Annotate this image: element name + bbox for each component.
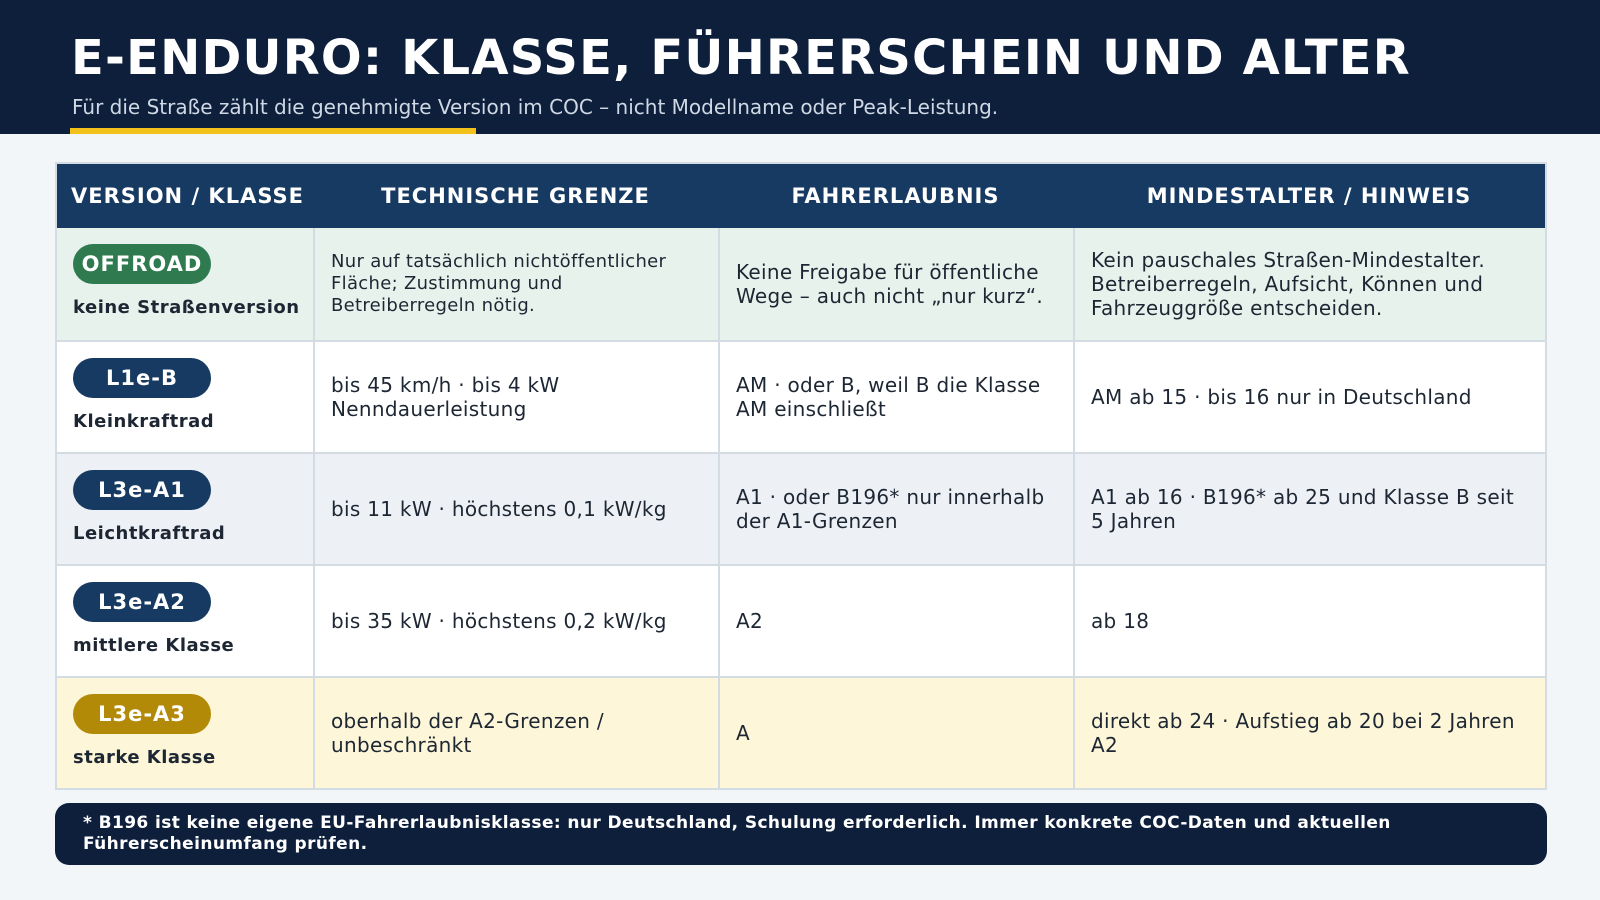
table-row-l1e-b (57, 340, 1545, 452)
license-cell: A1 · oder B196* nur innerhalb der A1-Grenzen (718, 454, 1073, 564)
table-row-offroad (57, 228, 1545, 340)
page-subtitle: Für die Straße zählt die genehmigte Version im COC – nicht Modellname oder Peak-Leistung. (72, 95, 999, 119)
license-cell: A (718, 678, 1073, 788)
class-name: Leichtkraftrad (73, 523, 226, 544)
class-badge: L1e-B (73, 358, 211, 398)
accent-bar (70, 128, 476, 134)
age-cell: ab 18 (1073, 566, 1545, 676)
license-table (55, 162, 1547, 790)
class-name: starke Klasse (73, 747, 216, 768)
table-row-l3e-a1 (57, 452, 1545, 564)
age-cell: A1 ab 16 · B196* ab 25 und Klasse B seit 5 Jahren (1073, 454, 1545, 564)
license-cell: A2 (718, 566, 1073, 676)
footnote-text: * B196 ist keine eigene EU-Fahrerlaubnisklasse: nur Deutschland, Schulung erforderlich. Immer konkrete COC-Daten und aktuellen Führerscheinumfang prüfen. (83, 813, 1391, 854)
column-header-limit: TECHNISCHE GRENZE (381, 184, 650, 208)
version-cell (57, 454, 313, 564)
age-cell: Kein pauschales Straßen-Mindestalter. Betreiberregeln, Aufsicht, Können und Fahrzeuggröße entscheiden. (1073, 228, 1545, 340)
version-cell (57, 228, 313, 340)
footnote-box (55, 803, 1547, 865)
column-header-age: MINDESTALTER / HINWEIS (1146, 184, 1472, 208)
limit-cell: oberhalb der A2-Grenzen / unbeschränkt (313, 678, 718, 788)
table-row-l3e-a2 (57, 564, 1545, 676)
class-name: keine Straßenversion (73, 297, 300, 318)
limit-cell: bis 35 kW · höchstens 0,2 kW/kg (313, 566, 718, 676)
version-cell (57, 678, 313, 788)
column-header-version: VERSION / KLASSE (71, 184, 304, 208)
table-row-l3e-a3 (57, 676, 1545, 788)
limit-cell: bis 45 km/h · bis 4 kW Nenndauerleistung (313, 342, 718, 452)
class-badge: L3e-A3 (73, 694, 211, 734)
class-name: mittlere Klasse (73, 635, 235, 656)
column-header-license: FAHRERLAUBNIS (791, 184, 1000, 208)
header (0, 0, 1600, 134)
age-cell: direkt ab 24 · Aufstieg ab 20 bei 2 Jahren A2 (1073, 678, 1545, 788)
class-badge: L3e-A2 (73, 582, 211, 622)
page-title: E-ENDURO: KLASSE, FÜHRERSCHEIN UND ALTER (71, 30, 1411, 86)
class-name: Kleinkraftrad (73, 411, 215, 432)
class-badge: OFFROAD (73, 244, 211, 284)
table-header (57, 164, 1545, 228)
license-cell: Keine Freigabe für öffentliche Wege – auch nicht „nur kurz“. (718, 228, 1073, 340)
class-badge: L3e-A1 (73, 470, 211, 510)
version-cell (57, 566, 313, 676)
limit-cell: bis 11 kW · höchstens 0,1 kW/kg (313, 454, 718, 564)
license-cell: AM · oder B, weil B die Klasse AM einschließt (718, 342, 1073, 452)
age-cell: AM ab 15 · bis 16 nur in Deutschland (1073, 342, 1545, 452)
limit-cell: Nur auf tatsächlich nichtöffentlicher Fläche; Zustimmung und Betreiberregeln nötig. (313, 228, 718, 340)
version-cell (57, 342, 313, 452)
